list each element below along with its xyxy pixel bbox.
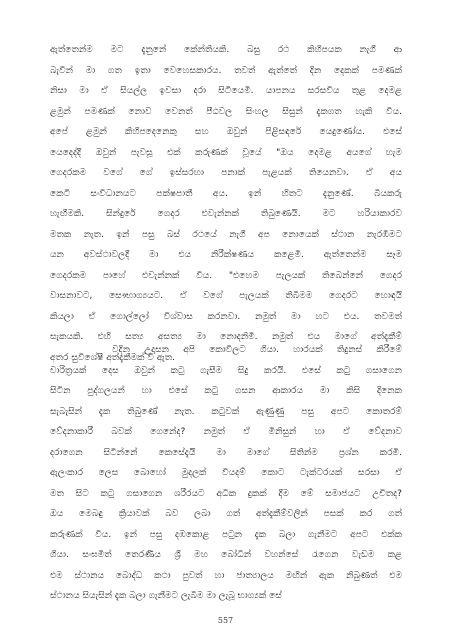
text-line: ඔය මෙබඳු ක්‍රියාවක් බව ලබා ගත් අත්දැකීම්වලින් පසක් කර ගත්	[50, 509, 402, 519]
text-line: බැවින් මා ගත ඉතා වෙහෙසකාරය. තවත් ඇත්තේ දින දෙකක් පමණක්	[50, 65, 402, 76]
text-line: යෙදෙද්දී ඔවුන් පැවසූ එක් කරුණක් වූයේ "ඔය දෙමළ අයගේ හැම	[50, 147, 402, 158]
text-line: ඇලංකාර ලෙස බොහෝ මුදලක් වියදම් කොට ටැක්ටරයක් සරසා ඒ	[50, 468, 402, 478]
text-line: හැඟීමකි. සින්දුරේ ගෙදර එවැන්නක් තිබුණෙයි. මට හරියාකාරව	[50, 209, 402, 219]
paragraph-1	[50, 40, 402, 368]
text-line: ස්ථානය සියැසින් දැක බලා ගැනීමට ලැබීම මා ලැබූ භාග්‍යක් සේ	[50, 591, 282, 601]
text-line: ළමුන් පමණක් නොව වෙනත් පීඨවල සිංහල සිසුන් දැකගත හැකි විය.	[50, 106, 402, 117]
text-line: දරාගෙන සිටින්නේ කෙසේදැයි මා මාගේ සිතින්ම ප්‍රශ්න කරමි.	[50, 447, 402, 458]
page-number: 557	[217, 616, 234, 625]
text-line: කියලා ඒ ගොල්ලෝ විශ්වාස කරනවා. නමුත් මා හට එය. තවමත්	[50, 311, 402, 322]
text-line: කරුණක් විය. ඉන් පසු දඹකොළ පටුන දැක බලා ගැනීමට අපට එක්ක	[50, 529, 402, 540]
text-line: ගෙදරකම පාහේ එවැන්නක් විය. "එහෙම පැලයක් තිබෙන්නේ ගෙදර	[50, 270, 402, 281]
text-line: වදින උදාසන අපි කොවිලට ගියා. හාරයක් තිදුනස් කිරීමේ	[112, 345, 402, 355]
text-line: එම ස්ථානය බොද්ධ කථා පුවත් හා ජාත්‍යාලය මඟින් ඇක නිබුණත් එම	[50, 570, 402, 581]
text-line: කෙටි සංවිධානයට පක්ෂපාතී අය. ඉන් හිතට දැනුණේ. බියකරු	[50, 188, 402, 199]
text-line: මත සිට කටු ගසාගෙන ශරීරයට අධික දුකක් දීම මේ සමාජයට උචිතද?	[50, 488, 402, 499]
paragraph-2	[50, 340, 402, 607]
text-line: අතර සුවිශේෂී අත්දැකීමක් වී ඇත.	[50, 352, 176, 363]
text-line: යන අවස්ථාවලදී මා එය නිරීක්ෂණය කළෙමි. ඇත්තෙන්ම සෑම	[50, 250, 402, 260]
text-line: සිටින පුද්ගලයන් හා එසේ කටු ගසන ආකාරය මා කිසි දිනෙක	[50, 386, 402, 396]
text-line: වේදනාකාරී බවක් ගෙනේද? නමුත් ඒ මිනිසුන් හා ඒ වේදනාව	[50, 427, 402, 437]
text-line: ඇත්තෙන්ම මට දැනුනේ කේන්තියකි. බසු රථ කිහිපයක නැගී ආ	[50, 45, 402, 55]
text-line: චාරිත්‍රයක් දෙස ඔවුන් කටු ගැසීම සිදු කරයි. එසේ කටු ගසාගෙන	[50, 365, 402, 376]
text-line: ගෙදරකම වගේ ගේ ඉස්සරහා පනාක් පැළයක් තියෙනවා. ඒ අය	[50, 168, 402, 178]
text-line: සැබැසින් දැක තිබුණේ නැත. කටුවක් ඇණුණු පසු අපට කොතරම්	[50, 406, 402, 417]
text-line: ගියා. සංඝමිත් තෙරණිය ශ්‍රී මහ බෝධීන් වහන්සේ රැගෙන වැඩම කළ	[50, 550, 402, 560]
text-line: මතක නැත. ඉන් පසු බස් රථයේ නැගී අප නොයෙක් ස්ථාන නැරඹීමට	[50, 229, 402, 240]
text-line: අපේ ළමුන් කිහිපදෙනෙකු සහ ඔවුන් පිළිසඳරේ යෙදුණෝය. එසේ	[50, 127, 402, 137]
text-line: සැකයකි. එහි සත්‍ය අසත්‍ය මා නොදනිමි. නමුත් එය මාගේ අත්දැකීම්	[50, 332, 402, 342]
text-line: නිසා මා ඒ සියල්ල ඉවසා දරා සිටියෙමි. යාපනය සරසවිය තුළ දෙමළ	[50, 86, 402, 96]
text-line: වාසනාවට, සෞභාග්‍යයට. ඒ වගේ පැලයක් තිබීමම ගෙදරට හොඳයි	[50, 291, 402, 301]
